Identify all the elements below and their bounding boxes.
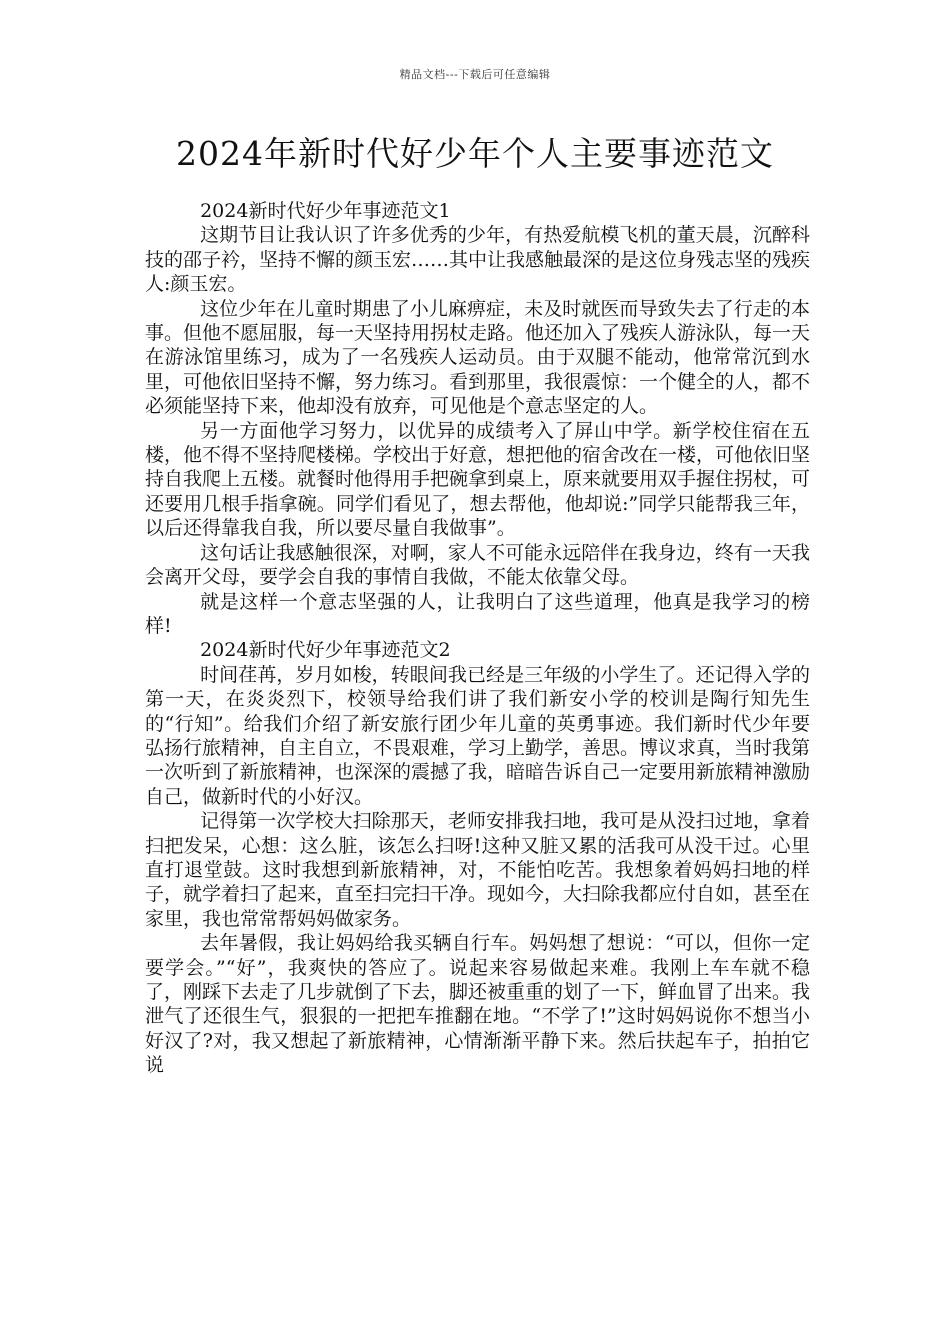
paragraph: 这句话让我感触很深，对啊，家人不可能永远陪伴在我身边，终有一天我会离开父母，要学会自我的事情自我做，不能太依靠父母。	[145, 541, 810, 589]
header-note: 精品文档---下载后可任意编辑	[399, 68, 551, 81]
paragraph: 这位少年在儿童时期患了小儿麻痹症，未及时就医而导致失去了行走的本事。但他不愿屈服，每一天坚持用拐杖走路。他还加入了残疾人游泳队，每一天在游泳馆里练习，成为了一名残疾人运动员。由于双腿不能动，他常常沉到水里，可他依旧坚持不懈，努力练习。看到那里，我很震惊：一个健全的人，都不必须能坚持下来，他却没有放弃，可见他是个意志坚定的人。	[145, 297, 811, 418]
paragraph: 时间荏苒，岁月如梭，转眼间我已经是三年级的小学生了。还记得入学的第一天，在炎炎烈下，校领导给我们讲了我们新安小学的校训是陶行知先生的“行知”。给我们介绍了新安旅行团少年儿童的英勇事迹。我们新时代少年要弘扬行旅精神，自主自立，不畏艰难，学习上勤学，善思。博议求真，当时我第一次听到了新旅精神，也深深的震撼了我，暗暗告诉自己一定要用新旅精神激励自己，做新时代的小好汉。	[145, 663, 811, 808]
document-title: 2024年新时代好少年个人主要事迹范文	[176, 134, 774, 173]
section-heading-1: 2024新时代好少年事迹范文1	[200, 200, 451, 222]
document-body	[145, 199, 810, 1078]
paragraph: 另一方面他学习努力，以优异的成绩考入了屏山中学。新学校住宿在五楼，他不得不坚持爬楼梯。学校出于好意，想把他的宿舍改在一楼，可他依旧坚持自我爬上五楼。就餐时他得用手把碗拿到桌上，原来就要用双手握住拐杖，可还要用几根手指拿碗。同学们看见了，想去帮他，他却说:”同学只能帮我三年，以后还得靠我自我，所以要尽量自我做事”。	[145, 419, 811, 540]
paragraph: 这期节目让我认识了许多优秀的少年，有热爱航模飞机的董天晨，沉醉科技的邵子衿，坚持不懈的颜玉宏……其中让我感触最深的是这位身残志坚的残疾人:颜玉宏。	[145, 224, 811, 296]
paragraph: 记得第一次学校大扫除那天，老师安排我扫地，我可是从没扫过地，拿着扫把发呆，心想：这么脏，该怎么扫呀!这种又脏又累的活我可从没干过。心里直打退堂鼓。这时我想到新旅精神，对，不能怕吃苦。我想象着妈妈扫地的样子，就学着扫了起来，直至扫完扫干净。现如今，大扫除我都应付自如，甚至在家里，我也常常帮妈妈做家务。	[145, 810, 811, 930]
paragraph: 就是这样一个意志坚强的人，让我明白了这些道理，他真是我学习的榜样!	[145, 590, 810, 637]
section-heading-2: 2024新时代好少年事迹范文2	[200, 639, 451, 662]
paragraph: 去年暑假，我让妈妈给我买辆自行车。妈妈想了想说：“可以，但你一定要学会。”“好”，我爽快的答应了。说起来容易做起来难。我刚上车车就不稳了，刚踩下去走了几步就倒了下去，脚还被重重的划了一下，鲜血冒了出来。我泄气了还很生气，狠狠的一把把车推翻在地。“不学了!”这时妈妈说你不想当小好汉了?对，我又想起了新旅精神，心情渐渐平静下来。然后扶起车子，拍拍它说	[145, 932, 811, 1077]
